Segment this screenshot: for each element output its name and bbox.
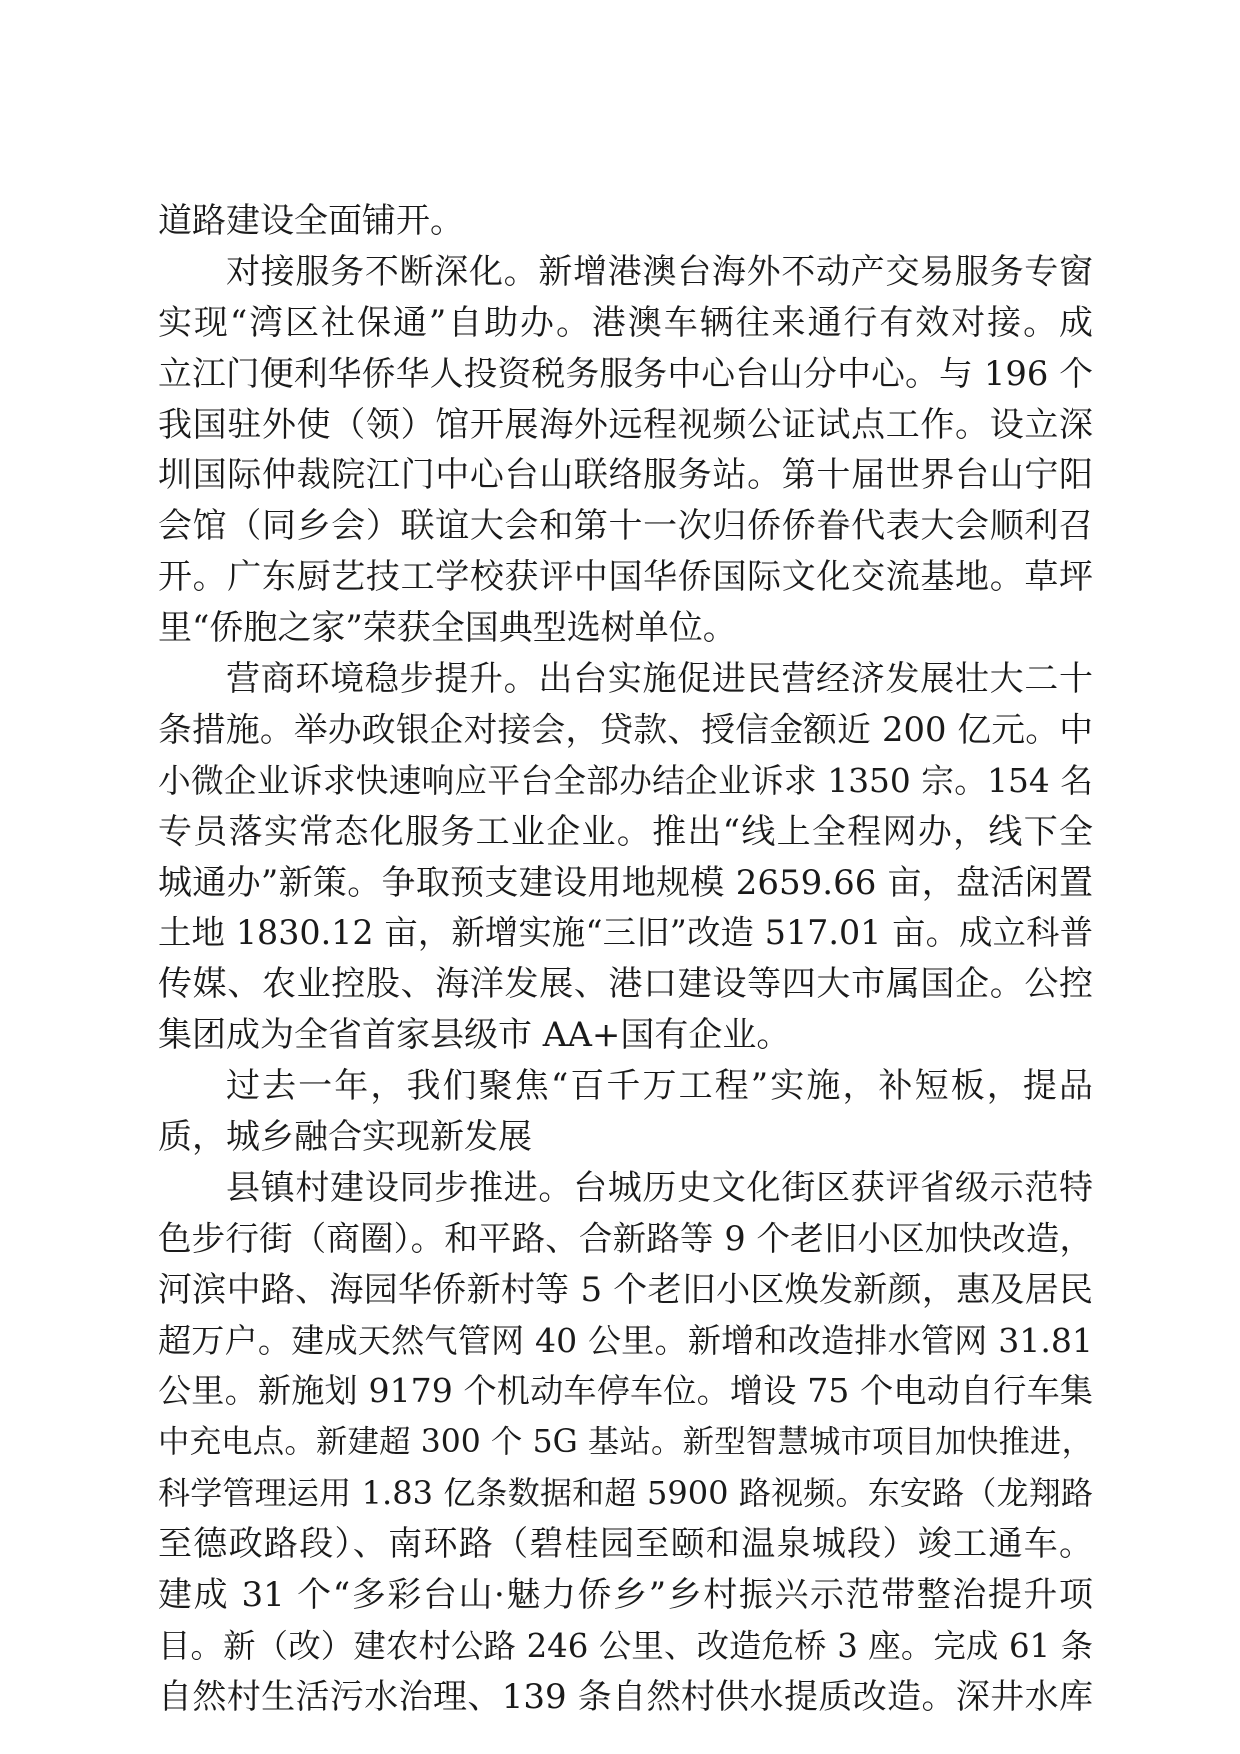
text-line: 土地 1830.12 亩，新增实施“三旧”改造 517.01 亩。成立科普	[158, 913, 1093, 953]
text-line: 中充电点。新建超 300 个 5G 基站。新型智慧城市项目加快推进，	[158, 1424, 1093, 1461]
text-line: 色步行街（商圈）。和平路、合新路等 9 个老旧小区加快改造，	[158, 1218, 1093, 1258]
text-line: 传媒、农业控股、海洋发展、港口建设等四大市属国企。公控	[158, 964, 1093, 1005]
text-line: 公里。新施划 9179 个机动车停车位。增设 75 个电动自行车集	[158, 1371, 1093, 1411]
text-line: 里“侨胞之家”荣获全国典型选树单位。	[158, 608, 737, 649]
text-line: 超万户。建成天然气管网 40 公里。新增和改造排水管网 31.81	[158, 1320, 1093, 1360]
text-line: 会馆（同乡会）联谊大会和第十一次归侨侨眷代表大会顺利召	[158, 506, 1093, 547]
text-line: 开。广东厨艺技工学校获评中国华侨国际文化交流基地。草坪	[158, 557, 1093, 598]
text-line: 集团成为全省首家县级市 AA+国有企业。	[158, 1015, 791, 1056]
text-line: 科学管理运用 1.83 亿条数据和超 5900 路视频。东安路（龙翔路	[158, 1474, 1093, 1513]
text-line: 建成 31 个“多彩台山·魅力侨乡”乡村振兴示范带整治提升项	[158, 1575, 1093, 1616]
text-line: 至德政路段）、南环路（碧桂园至颐和温泉城段）竣工通车。	[158, 1524, 1093, 1565]
text-line: 营商环境稳步提升。出台实施促进民营经济发展壮大二十	[226, 659, 1093, 700]
text-line: 自然村生活污水治理、139 条自然村供水提质改造。深井水库	[158, 1676, 1093, 1717]
text-line: 目。新（改）建农村公路 246 公里、改造危桥 3 座。完成 61 条	[158, 1626, 1093, 1665]
body-text	[158, 196, 1093, 1723]
text-line: 实现“湾区社保通”自助办。港澳车辆往来通行有效对接。成	[158, 302, 1093, 343]
text-line: 条措施。举办政银企对接会，贷款、授信金额近 200 亿元。中	[158, 709, 1093, 749]
text-line: 立江门便利华侨华人投资税务服务中心台山分中心。与 196 个	[158, 353, 1093, 393]
text-line: 我国驻外使（领）馆开展海外远程视频公证试点工作。设立深	[158, 404, 1093, 445]
text-line: 城通办”新策。争取预支建设用地规模 2659.66 亩，盘活闲置	[158, 862, 1093, 903]
text-line: 县镇村建设同步推进。台城历史文化街区获评省级示范特	[226, 1167, 1093, 1208]
text-line: 质，城乡融合实现新发展	[158, 1117, 532, 1158]
text-line: 对接服务不断深化。新增港澳台海外不动产交易服务专窗	[226, 251, 1093, 292]
text-line: 小微企业诉求快速响应平台全部办结企业诉求 1350 宗。154 名	[158, 761, 1093, 800]
text-line: 河滨中路、海园华侨新村等 5 个老旧小区焕发新颜，惠及居民	[158, 1269, 1093, 1310]
text-line: 专员落实常态化服务工业企业。推出“线上全程网办，线下全	[158, 811, 1093, 852]
text-line: 道路建设全面铺开。	[158, 201, 464, 241]
text-line: 圳国际仲裁院江门中心台山联络服务站。第十届世界台山宁阳	[158, 455, 1093, 496]
text-line: 过去一年，我们聚焦“百千万工程”实施，补短板，提品	[226, 1066, 1093, 1107]
